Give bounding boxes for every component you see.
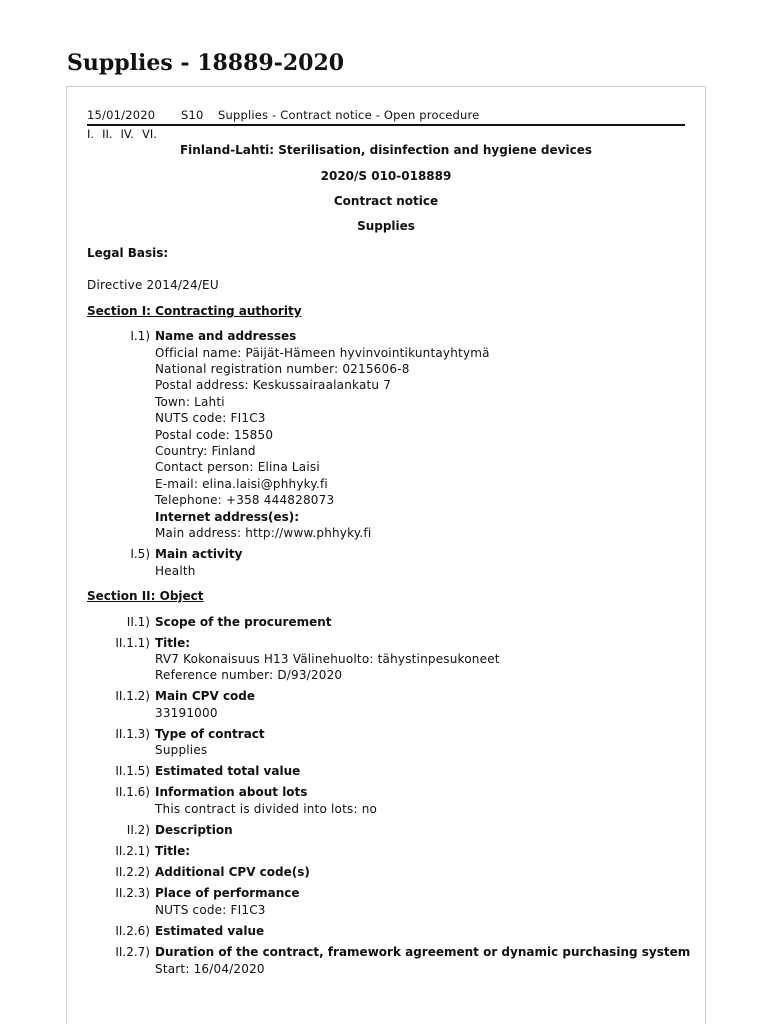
notice-number: 2020/S 010-018889	[320, 169, 452, 183]
item-number: II.1.6)	[115, 785, 150, 799]
item-number: I.5)	[130, 547, 150, 561]
item-line: Start: 16/04/2020	[155, 962, 265, 976]
header-series: S10	[181, 108, 204, 122]
item-number: I.1)	[130, 329, 150, 343]
town: Town: Lahti	[155, 395, 225, 409]
official-name: Official name: Päijät-Hämeen hyvinvointikuntayhtymä	[155, 346, 490, 360]
item-title: Title:	[155, 844, 191, 858]
page-title: Supplies - 18889-2020	[67, 50, 345, 76]
nav-link-section-4[interactable]: IV.	[120, 127, 134, 141]
postal-address: Postal address: Keskussairaalankatu 7	[155, 378, 392, 392]
item-line: This contract is divided into lots: no	[155, 802, 378, 816]
item-number: II.2.3)	[115, 886, 150, 900]
section-nav	[87, 127, 165, 141]
section-2-heading: Section II: Object	[87, 589, 204, 603]
item-line: NUTS code: FI1C3	[155, 903, 266, 917]
section-1-heading: Section I: Contracting authority	[87, 304, 302, 318]
internet-address-label: Internet address(es):	[155, 510, 300, 524]
item-number: II.1.2)	[115, 689, 150, 703]
nuts-code: NUTS code: FI1C3	[155, 411, 266, 425]
nav-link-section-2[interactable]: II.	[102, 127, 113, 141]
item-title: Estimated total value	[155, 764, 301, 778]
item-number: II.1.1)	[115, 636, 150, 650]
nav-link-section-6[interactable]: VI.	[141, 127, 157, 141]
country: Country: Finland	[155, 444, 256, 458]
item-title: Duration of the contract, framework agreement or dynamic purchasing system	[155, 945, 691, 959]
header-date: 15/01/2020	[87, 108, 156, 122]
notice-category: Supplies	[357, 219, 415, 233]
item-number: II.1)	[126, 615, 150, 629]
header-summary: Supplies - Contract notice - Open procedure	[218, 108, 480, 122]
notice-header	[87, 107, 685, 126]
item-title: Additional CPV code(s)	[155, 865, 310, 879]
item-title: Title:	[155, 636, 191, 650]
item-line: Reference number: D/93/2020	[155, 668, 343, 682]
item-title: Name and addresses	[155, 329, 297, 343]
item-number: II.1.3)	[115, 727, 150, 741]
email[interactable]: E-mail: elina.laisi@phhyky.fi	[155, 477, 328, 491]
item-number: II.2.7)	[115, 945, 150, 959]
notice-type: Contract notice	[333, 194, 439, 208]
item-line: Supplies	[155, 743, 208, 757]
item-number: II.2.1)	[115, 844, 150, 858]
item-title: Place of performance	[155, 886, 300, 900]
item-number: II.2)	[126, 823, 150, 837]
item-line: 33191000	[155, 706, 218, 720]
telephone: Telephone: +358 444828073	[155, 493, 335, 507]
item-title: Estimated value	[155, 924, 265, 938]
item-number: II.1.5)	[115, 764, 150, 778]
nav-link-section-1[interactable]: I.	[87, 127, 95, 141]
contact-person: Contact person: Elina Laisi	[155, 460, 320, 474]
item-number: II.2.2)	[115, 865, 150, 879]
registration-number: National registration number: 0215606-8	[155, 362, 410, 376]
item-title: Information about lots	[155, 785, 308, 799]
postal-code: Postal code: 15850	[155, 428, 274, 442]
notice-heading: Finland-Lahti: Sterilisation, disinfection and hygiene devices	[179, 143, 592, 157]
item-title: Main activity	[155, 547, 243, 561]
item-line: RV7 Kokonaisuus H13 Välinehuolto: tähystinpesukoneet	[155, 652, 500, 666]
item-title: Description	[155, 823, 233, 837]
main-activity-value: Health	[155, 564, 196, 578]
item-number: II.2.6)	[115, 924, 150, 938]
legal-basis-value: Directive 2014/24/EU	[87, 278, 219, 292]
item-title: Scope of the procurement	[155, 615, 332, 629]
main-address-link[interactable]: Main address: http://www.phhyky.fi	[155, 526, 372, 540]
item-title: Main CPV code	[155, 689, 256, 703]
legal-basis-label: Legal Basis:	[87, 246, 169, 260]
item-title: Type of contract	[155, 727, 265, 741]
